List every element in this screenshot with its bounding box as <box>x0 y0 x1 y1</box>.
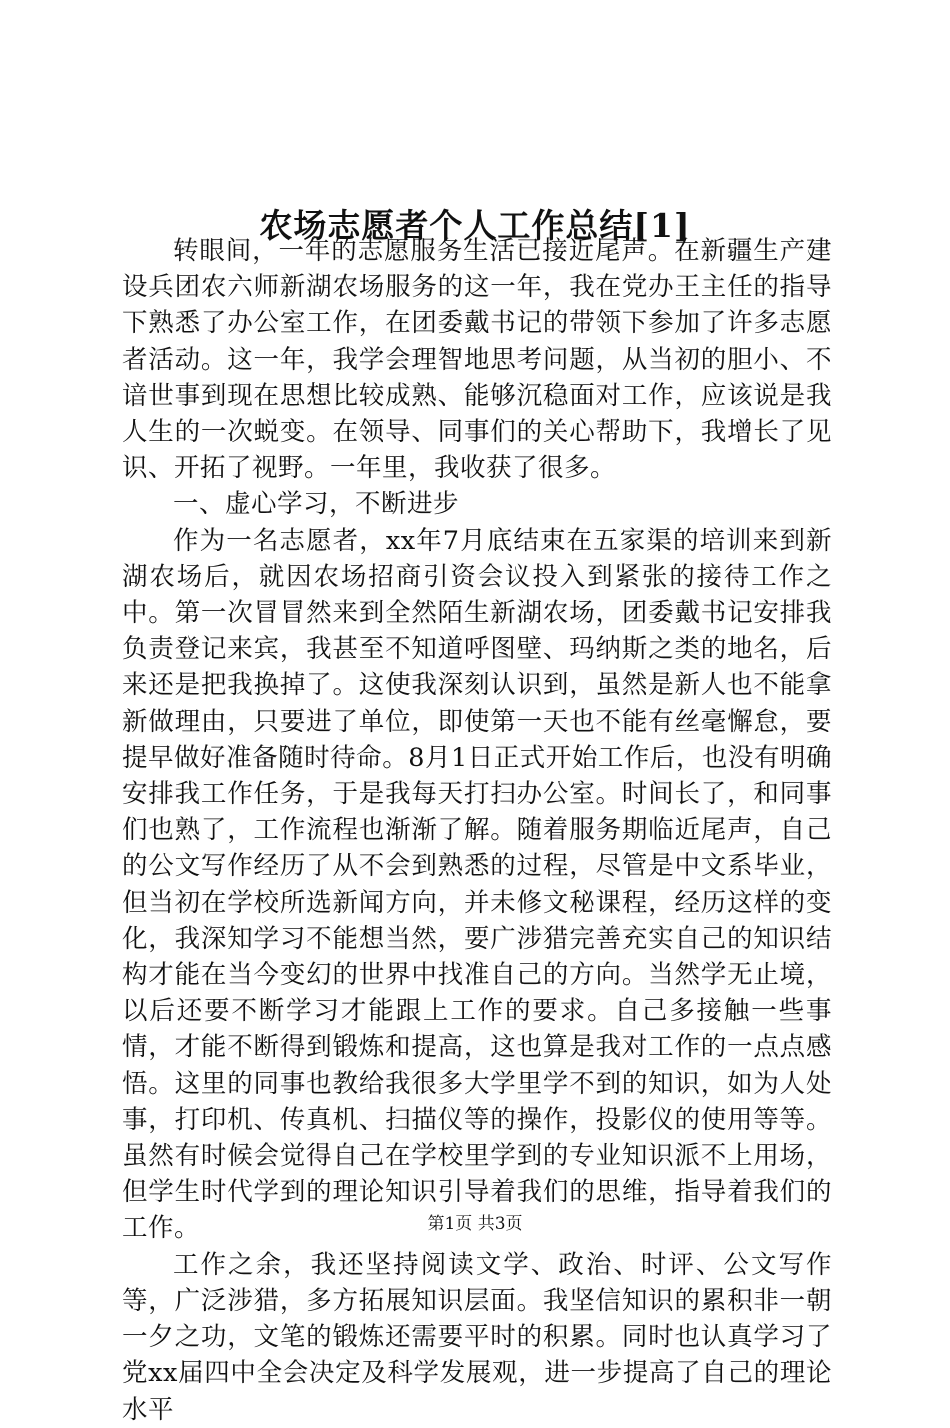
document-title: 农场志愿者个人工作总结[1] <box>259 206 691 246</box>
paragraph-learning: 作为一名志愿者，xx年7月底结束在五家渠的培训来到新湖农场后，就因农场招商引资会议投入到紧张的接待工作之中。第一次冒冒然来到全然陌生新湖农场，团委戴书记安排我负责登记来宾，我甚至不知道呼图壁、玛纳斯之类的地名，后来还是把我换掉了。这使我深刻认识到，虽然是新人也不能拿新做理由，只要进了单位，即使第一天也不能有丝毫懈怠，要提早做好准备随时待命。8月1日正式开始工作后，也没有明确安排我工作任务，于是我每天打扫办公室。时间长了，和同事们也熟了，工作流程也渐渐了解。随着服务期临近尾声，自己的公文写作经历了从不会到熟悉的过程，尽管是中文系毕业，但当初在学校所选新闻方向，并未修文秘课程，经历这样的变化，我深知学习不能想当然，要广涉猎完善充实自己的知识结构才能在当今变幻的世界中找准自己的方向。当然学无止境，以后还要不断学习才能跟上工作的要求。自己多接触一些事情，才能不断得到锻炼和提高，这也算是我对工作的一点点感悟。这里的同事也教给我很多大学里学不到的知识，如为人处事，打印机、传真机、扫描仪等的操作，投影仪的使用等等。虽然有时候会觉得自己在学校里学到的专业知识派不上用场，但学生时代学到的理论知识引导着我们的思维，指导着我们的工作。 <box>122 525 832 1244</box>
section-heading: 一、虚心学习，不断进步 <box>173 489 460 520</box>
page-number: 第1页 共3页 <box>427 1214 523 1234</box>
paragraph-reading: 工作之余，我还坚持阅读文学、政治、时评、公文写作等，广泛涉猎，多方拓展知识层面。我坚信知识的累积非一朝一夕之功，文笔的锻炼还需要平时的积累。同时也认真学习了党xx届四中全会决定及科学发展观，进一步提高了自己的理论水平 <box>122 1249 832 1425</box>
document-body <box>122 233 832 1428</box>
paragraph-intro: 转眼间，一年的志愿服务生活已接近尾声。在新疆生产建设兵团农六师新湖农场服务的这一年，我在党办王主任的指导下熟悉了办公室工作，在团委戴书记的带领下参加了许多志愿者活动。这一年，我学会理智地思考问题，从当初的胆小、不谙世事到现在思想比较成熟、能够沉稳面对工作，应该说是我人生的一次蜕变。在领导、同事们的关心帮助下，我增长了见识、开拓了视野。一年里，我收获了很多。 <box>122 236 832 484</box>
